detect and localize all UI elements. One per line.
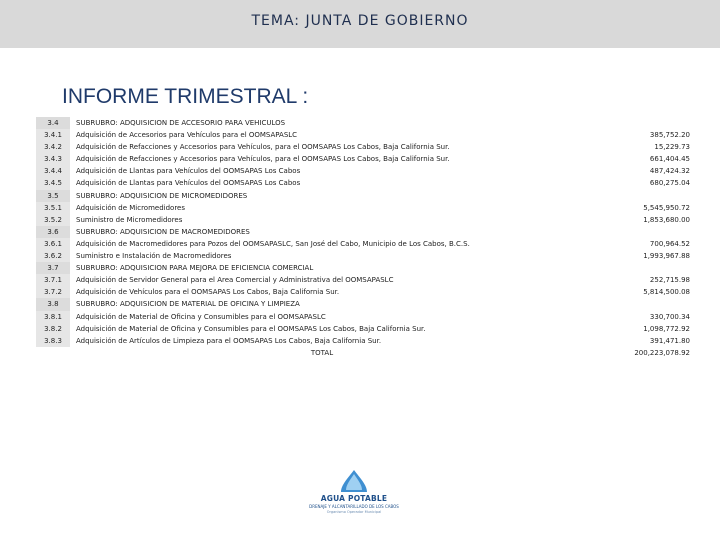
row-code: 3.5.1 [36, 202, 70, 214]
row-code: 3.4.3 [36, 153, 70, 165]
row-description: Adquisición de Macromedidores para Pozos del OOMSAPASLC, San José del Cabo, Municipio de Los Cabos, B.C.S. [76, 239, 470, 248]
row-code: 3.6.2 [36, 250, 70, 262]
header-title: TEMA: JUNTA DE GOBIERNO [251, 13, 469, 29]
row-description: SUBRUBRO: ADQUISICION DE MICROMEDIDORES [76, 191, 248, 200]
row-code: 3.5.2 [36, 214, 70, 226]
row-amount: 1,098,772.92 [643, 324, 690, 333]
row-description: Adquisición de Artículos de Limpieza para el OOMSAPAS Los Cabos, Baja California Sur. [76, 336, 382, 345]
row-description: Suministro de Micromedidores [76, 215, 183, 224]
row-amount: 391,471.80 [649, 336, 690, 345]
agua-potable-logo [308, 468, 400, 528]
row-code: 3.8.3 [36, 335, 70, 347]
table-row [36, 250, 690, 262]
row-description: Adquisición de Refacciones y Accesorios para Vehículos, para el OOMSAPAS Los Cabos, Baja California Sur. [76, 155, 450, 164]
table-row [36, 311, 690, 323]
row-description: SUBRUBRO: ADQUISICION PARA MEJORA DE EFICIENCIA COMERCIAL [76, 264, 314, 273]
logo-line1: AGUA POTABLE [320, 494, 388, 503]
row-amount: 487,424.32 [649, 167, 690, 176]
table-row [36, 298, 690, 310]
row-description: Suministro e Instalación de Macromedidores [76, 252, 232, 261]
table-row [36, 129, 690, 141]
row-description: Adquisición de Llantas para Vehículos del OOMSAPAS Los Cabos [76, 179, 301, 188]
row-code: 3.7.2 [36, 286, 70, 298]
row-amount: 1,993,967.88 [643, 252, 690, 261]
row-description: Adquisición de Accesorios para Vehículos para el OOMSAPASLC [76, 131, 298, 140]
row-amount: 700,964.52 [649, 239, 690, 248]
total-row [36, 347, 690, 359]
row-code: 3.8.1 [36, 311, 70, 323]
row-code: 3.8.2 [36, 323, 70, 335]
row-description: SUBRUBRO: ADQUISICION DE ACCESORIO PARA VEHICULOS [76, 119, 286, 127]
row-description: Adquisición de Material de Oficina y Consumibles para el OOMSAPASLC [76, 312, 326, 321]
table-row [36, 165, 690, 177]
row-amount: 330,700.34 [649, 312, 690, 321]
row-code: 3.4.4 [36, 165, 70, 177]
row-description: SUBRUBRO: ADQUISICION DE MACROMEDIDORES [76, 227, 250, 236]
row-description: Adquisición de Vehículos para el OOMSAPAS Los Cabos, Baja California Sur. [76, 288, 340, 297]
row-amount: 385,752.20 [649, 131, 690, 140]
row-code: 3.7.1 [36, 274, 70, 286]
row-amount: 680,275.04 [649, 179, 690, 188]
report-title: INFORME TRIMESTRAL : [62, 85, 309, 108]
row-code: 3.6.1 [36, 238, 70, 250]
row-code: 3.4.2 [36, 141, 70, 153]
row-description: Adquisición de Llantas para Vehículos del OOMSAPAS Los Cabos [76, 167, 301, 176]
row-description: Adquisición de Refacciones y Accesorios para Vehículos, para el OOMSAPAS Los Cabos, Baja California Sur. [76, 143, 450, 152]
row-code: 3.5 [36, 190, 70, 202]
row-code: 3.4.5 [36, 177, 70, 189]
table-row [36, 214, 690, 226]
row-description: SUBRUBRO: ADQUISICION DE MATERIAL DE OFICINA Y LIMPIEZA [76, 300, 300, 309]
table-row [36, 262, 690, 274]
row-description: TOTAL [310, 348, 334, 357]
table-row [36, 141, 690, 153]
table-row [36, 226, 690, 238]
row-amount: 200,223,078.92 [634, 348, 690, 357]
table-row [36, 117, 690, 129]
row-code: 3.4 [36, 117, 70, 129]
table-row [36, 153, 690, 165]
row-amount: 1,853,680.00 [643, 215, 690, 224]
row-code: 3.7 [36, 262, 70, 274]
table-row [36, 238, 690, 250]
row-code: 3.6 [36, 226, 70, 238]
table-row [36, 286, 690, 298]
report-table [36, 117, 690, 359]
row-code [36, 347, 70, 359]
row-amount: 15,229.73 [654, 143, 690, 152]
row-amount: 661,404.45 [649, 155, 690, 164]
table-row [36, 323, 690, 335]
row-amount: 252,715.98 [649, 276, 690, 285]
table-row [36, 202, 690, 214]
row-amount: 5,545,950.72 [643, 203, 690, 212]
row-amount: 5,814,500.08 [643, 288, 690, 297]
table-row [36, 177, 690, 189]
row-code: 3.4.1 [36, 129, 70, 141]
logo-line3: Organismo Operador Municipal [326, 510, 382, 514]
row-description: Adquisición de Material de Oficina y Consumibles para el OOMSAPAS Los Cabos, Baja California Sur. [76, 324, 426, 333]
logo-line2: DRENAJE Y ALCANTARILLADO DE LOS CABOS [309, 504, 399, 509]
row-description: Adquisición de Micromedidores [76, 203, 185, 212]
row-code: 3.8 [36, 298, 70, 310]
row-description: Adquisición de Servidor General para el Area Comercial y Administrativa del OOMSAPASLC [76, 276, 394, 285]
table-row [36, 190, 690, 202]
table-row [36, 274, 690, 286]
table-row [36, 335, 690, 347]
